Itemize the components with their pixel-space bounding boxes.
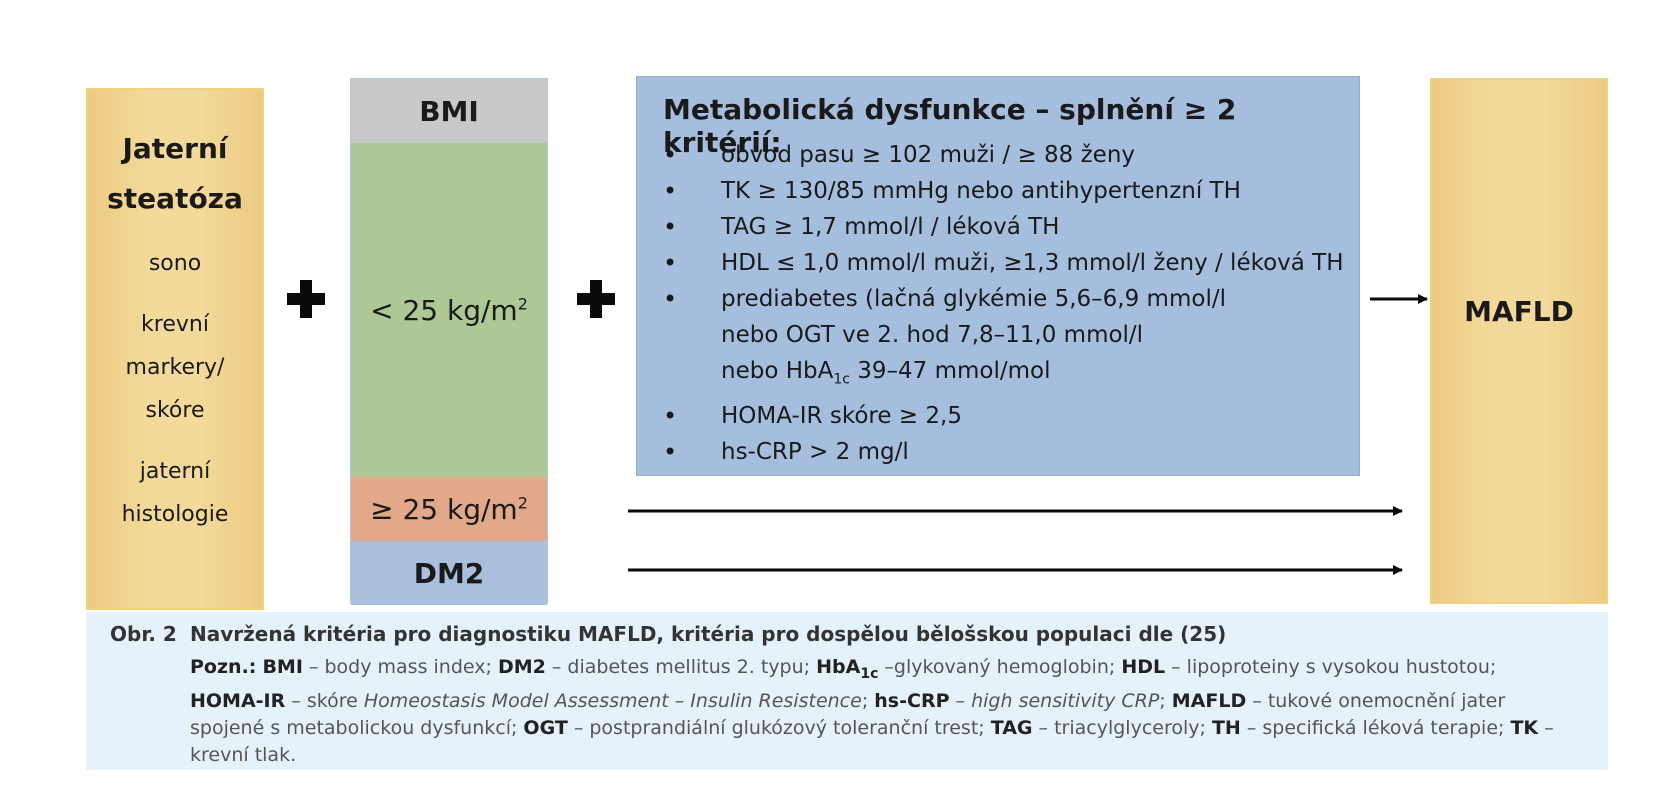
dm2-segment: [351, 541, 547, 605]
criterion-item: • TAG ≥ 1,7 mmol/l / léková TH: [663, 209, 1344, 245]
steatosis-title: [88, 124, 262, 224]
plus-icon: [287, 280, 325, 318]
steatosis-title-line2: steatóza: [107, 182, 243, 215]
bmi-below-25-label: < 25 $kg/m^2$: [370, 293, 528, 327]
histology-line1: jaterní: [139, 459, 211, 484]
steatosis-item-sono: sono: [148, 251, 202, 276]
prediabetes-line3: nebo HbA$_{1c}$ 39–47 mmol/mol: [721, 358, 1051, 388]
bmi-above-25-label: ≥ 25 $kg/m^2$: [370, 492, 528, 526]
caption-number: Obr. 2: [110, 622, 177, 646]
steatosis-title-line1: Jaterní: [122, 132, 228, 165]
criterion-item: • TK ≥ 130/85 mmHg nebo antihypertenzní TH: [663, 173, 1344, 209]
metabolic-dysfunction-box: [636, 76, 1360, 476]
steatosis-item-histology: [88, 450, 262, 536]
mafld-label: MAFLD: [1464, 294, 1574, 328]
criterion-item: • HOMA-IR skóre ≥ 2,5: [663, 398, 1344, 434]
bmi-column: [350, 78, 548, 604]
bmi-header: [351, 79, 547, 144]
criterion-item: • obvod pasu ≥ 102 muži / ≥ 88 ženy: [663, 137, 1344, 173]
figure-caption: [86, 612, 1608, 770]
dm2-label: DM2: [413, 556, 485, 590]
markers-line3: skóre: [145, 398, 205, 423]
hepatic-steatosis-box: [86, 88, 264, 610]
metabolic-title: Metabolická dysfunkce – splnění ≥ 2 kritérií:: [663, 93, 1237, 159]
caption-heading: [110, 622, 1226, 646]
markers-line1: krevní: [141, 312, 209, 337]
criteria-list: [663, 137, 1344, 470]
steatosis-item-markers: [88, 303, 262, 432]
prediabetes-line1: • prediabetes (lačná glykémie 5,6–6,9 mmol/l: [721, 286, 1226, 312]
markers-line2: markery/: [125, 355, 225, 380]
criterion-item-prediabetes: [663, 281, 1344, 398]
prediabetes-line2: nebo OGT ve 2. hod 7,8–11,0 mmol/l: [721, 322, 1144, 348]
bmi-below-25-segment: [351, 143, 547, 478]
plus-icon: [577, 280, 615, 318]
histology-line2: histologie: [121, 502, 229, 527]
caption-note: Pozn.: BMI – body mass index; DM2 – diabetes mellitus 2. typu; HbA$_{1c}$ –glykovaný hemoglobin; HDL – lipoproteiny s vysokou hustotou; HOMA-IR – skóre Homeostasis Model Assessment – Insulin Resistence; hs-CRP – high sensitivity CRP; MAFLD – tukové onemocnění jater spojené s metabolickou dysfunkcí; OGT – postprandiální glukózový toleranční trest; TAG – triacylglyceroly; TH – specifická léková terapie; TK – krevní tlak.: [190, 656, 1554, 766]
caption-title: Navržená kritéria pro diagnostiku MAFLD, kritéria pro dospělou bělošskou populaci dle (25): [190, 622, 1227, 646]
bmi-header-label: BMI: [419, 94, 479, 128]
mafld-box: [1430, 78, 1608, 604]
bmi-above-25-segment: [351, 477, 547, 541]
criterion-item: • hs-CRP > 2 mg/l: [663, 434, 1344, 470]
criterion-item: • HDL ≤ 1,0 mmol/l muži, ≥1,3 mmol/l ženy / léková TH: [663, 245, 1344, 281]
